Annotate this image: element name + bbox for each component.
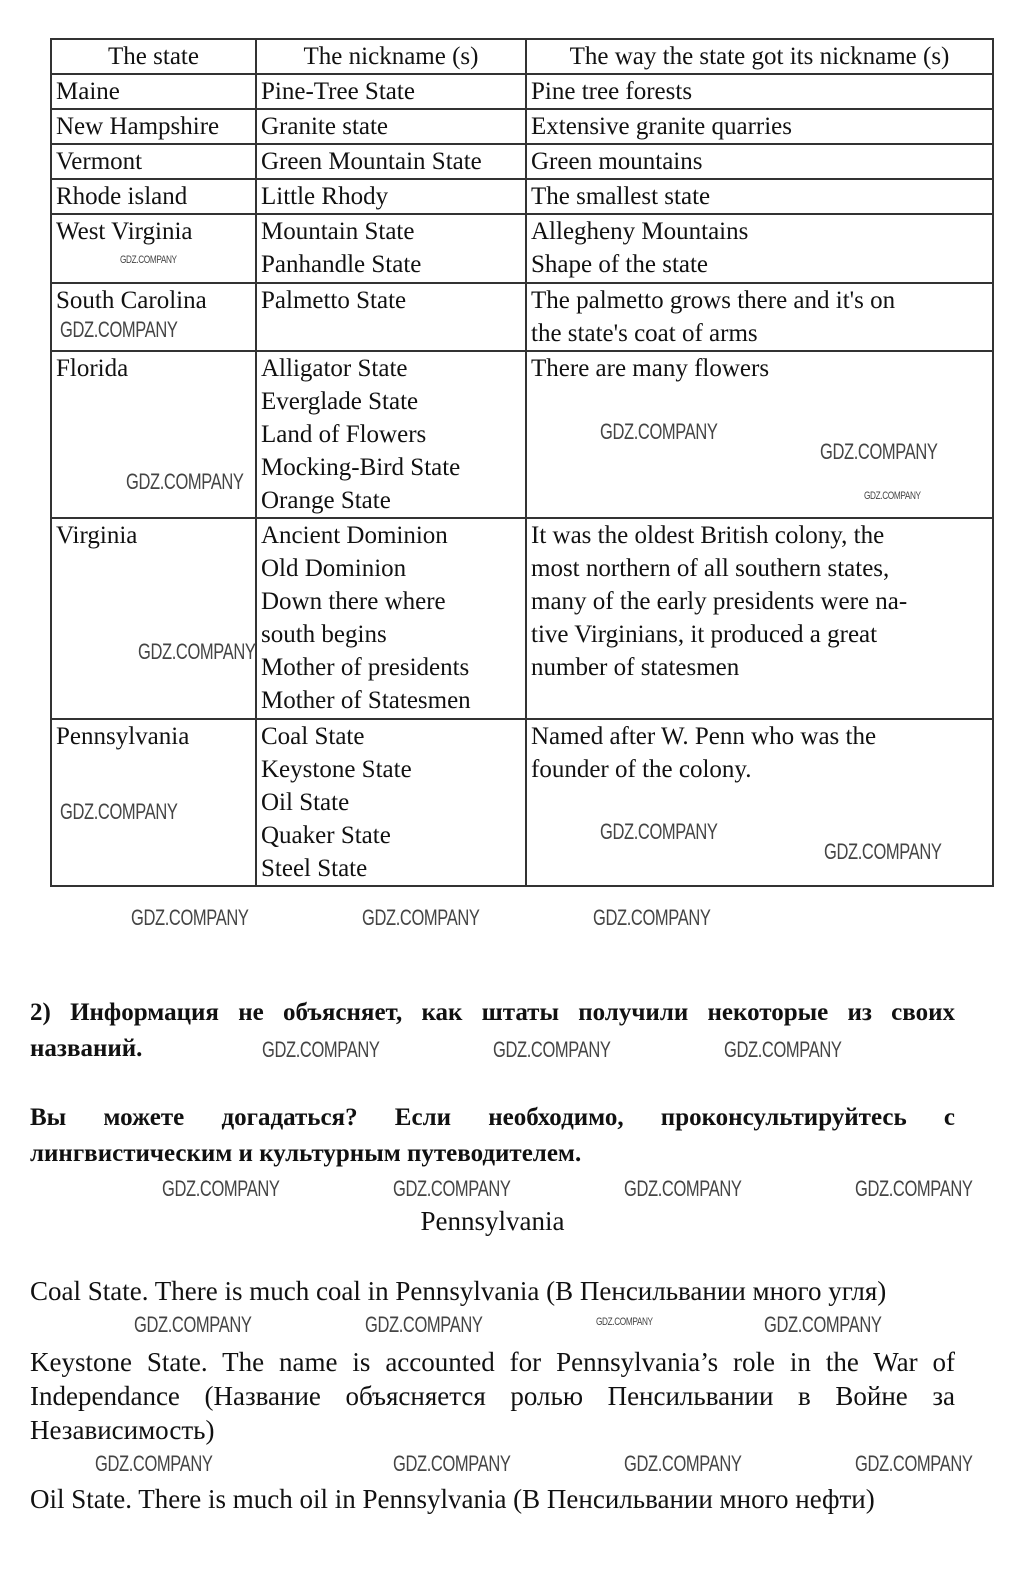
answer-keystone: Keystone State. The name is accounted for Pennsylvania’s role in the War of Independance (Название объясняется ролью Пенсильвании в Войне за Независимость) <box>30 1347 955 1445</box>
nickname: Mountain State <box>261 218 415 245</box>
reason-line: There are many flowers <box>531 355 770 382</box>
nickname-cell <box>256 719 526 886</box>
state-name: West Virginia <box>56 218 193 245</box>
reason-line: The palmetto grows there and it's on <box>531 287 896 314</box>
state-name: Pennsylvania <box>56 723 190 750</box>
nickname: Mother of presidents <box>261 654 470 681</box>
nickname-cell <box>256 74 526 109</box>
watermark: GDZ.COMPANY <box>624 1176 742 1201</box>
reason-cell <box>526 74 993 109</box>
table-row <box>51 144 993 179</box>
reason-line: Named after W. Penn who was the <box>531 723 877 750</box>
watermark: GDZ.COMPANY <box>855 1176 973 1201</box>
state-name: Rhode island <box>56 183 188 210</box>
nickname-cell <box>256 144 526 179</box>
reason-cell <box>526 351 993 518</box>
nickname: Panhandle State <box>261 251 422 278</box>
nickname: Steel State <box>261 855 368 882</box>
reason-cell <box>526 144 993 179</box>
nickname: Ancient Dominion <box>261 522 448 549</box>
reason-cell <box>526 283 993 351</box>
nickname: Orange State <box>261 487 391 514</box>
nickname-cell <box>256 283 526 351</box>
watermark: GDZ.COMPANY <box>724 1037 842 1062</box>
state-cell <box>51 74 256 109</box>
reason-line: Pine tree forests <box>531 78 693 105</box>
table-row <box>51 283 993 351</box>
nickname: Keystone State <box>261 756 412 783</box>
answer-heading: Pennsylvania <box>420 1206 565 1236</box>
watermark: GDZ.COMPANY <box>131 905 249 930</box>
header-state: The state <box>51 39 256 74</box>
reason-line: Shape of the state <box>531 251 709 278</box>
nickname: Mocking-Bird State <box>261 454 461 481</box>
reason-cell <box>526 214 993 283</box>
table-row <box>51 214 993 283</box>
nickname-cell <box>256 351 526 518</box>
nickname: Pine-Tree State <box>261 78 415 105</box>
watermark: GDZ.COMPANY <box>365 1312 483 1337</box>
nickname-cell <box>256 109 526 144</box>
state-cell <box>51 109 256 144</box>
nickname: Granite state <box>261 113 389 140</box>
reason-line: tive Virginians, it produced a great <box>531 621 878 648</box>
watermark: GDZ.COMPANY <box>120 254 177 266</box>
watermark: GDZ.COMPANY <box>162 1176 280 1201</box>
watermark: GDZ.COMPANY <box>600 419 718 444</box>
state-name: Vermont <box>56 148 143 175</box>
reason-cell <box>526 518 993 719</box>
nickname-cell <box>256 518 526 719</box>
table-row <box>51 179 993 214</box>
task-instruction: Вы можете догадаться? Если необходимо, проконсультируйтесь с лингвистическим и культурным путеводителем. <box>30 1104 955 1167</box>
watermark: GDZ.COMPANY <box>864 490 921 502</box>
table-row <box>51 74 993 109</box>
nickname: Coal State <box>261 723 365 750</box>
watermark: GDZ.COMPANY <box>593 905 711 930</box>
watermark: GDZ.COMPANY <box>824 839 942 864</box>
reason-line: many of the early presidents were na- <box>531 588 908 615</box>
state-name: Florida <box>56 355 129 382</box>
nickname: south begins <box>261 621 387 648</box>
nickname-cell <box>256 179 526 214</box>
nickname: Mother of Statesmen <box>261 687 471 714</box>
nickname: Old Dominion <box>261 555 407 582</box>
nickname: Palmetto State <box>261 287 407 314</box>
watermark: GDZ.COMPANY <box>820 439 938 464</box>
reason-cell <box>526 109 993 144</box>
watermark: GDZ.COMPANY <box>600 819 718 844</box>
watermark: GDZ.COMPANY <box>60 317 178 342</box>
reason-line: Green mountains <box>531 148 703 175</box>
watermark: GDZ.COMPANY <box>493 1037 611 1062</box>
reason-line: founder of the colony. <box>531 756 752 783</box>
reason-line: Extensive granite quarries <box>531 113 793 140</box>
nickname: Quaker State <box>261 822 391 849</box>
watermark: GDZ.COMPANY <box>126 469 244 494</box>
reason-line: number of statesmen <box>531 654 740 681</box>
reason-line: The smallest state <box>531 183 711 210</box>
header-way: The way the state got its nickname (s) <box>526 39 993 74</box>
watermark: GDZ.COMPANY <box>138 639 256 664</box>
nickname: Everglade State <box>261 388 419 415</box>
reason-line: It was the oldest British colony, the <box>531 522 885 549</box>
watermark: GDZ.COMPANY <box>855 1451 973 1476</box>
header-nickname: The nickname (s) <box>256 39 526 74</box>
nickname: Oil State <box>261 789 350 816</box>
state-name: New Hampshire <box>56 113 220 140</box>
watermark: GDZ.COMPANY <box>134 1312 252 1337</box>
nickname-cell <box>256 214 526 283</box>
table-row <box>51 518 993 719</box>
answer-oil: Oil State. There is much oil in Pennsylvania (В Пенсильвании много нефти) <box>30 1484 875 1514</box>
watermark: GDZ.COMPANY <box>624 1451 742 1476</box>
answer-coal: Coal State. There is much coal in Pennsylvania (В Пенсильвании много угля) <box>30 1276 887 1306</box>
watermark: GDZ.COMPANY <box>393 1176 511 1201</box>
watermark: GDZ.COMPANY <box>764 1312 882 1337</box>
nickname: Alligator State <box>261 355 408 382</box>
nickname: Land of Flowers <box>261 421 427 448</box>
table-row <box>51 109 993 144</box>
watermark: GDZ.COMPANY <box>60 799 178 824</box>
reason-line: Allegheny Mountains <box>531 218 749 245</box>
state-cell <box>51 518 256 719</box>
nickname: Down there where <box>261 588 446 615</box>
state-name: Maine <box>56 78 120 105</box>
task-question: 2) Информация не объясняет, как штаты получили некоторые из своих названий. <box>30 999 955 1062</box>
state-cell <box>51 144 256 179</box>
reason-line: most northern of all southern states, <box>531 555 890 582</box>
watermark: GDZ.COMPANY <box>362 905 480 930</box>
reason-cell <box>526 179 993 214</box>
watermark: GDZ.COMPANY <box>95 1451 213 1476</box>
state-cell <box>51 179 256 214</box>
state-name: South Carolina <box>56 287 207 314</box>
state-name: Virginia <box>56 522 138 549</box>
reason-line: the state's coat of arms <box>531 320 758 347</box>
watermark: GDZ.COMPANY <box>262 1037 380 1062</box>
state-cell <box>51 214 256 283</box>
nickname: Green Mountain State <box>261 148 482 175</box>
watermark: GDZ.COMPANY <box>596 1316 653 1328</box>
watermark: GDZ.COMPANY <box>393 1451 511 1476</box>
nickname: Little Rhody <box>261 183 389 210</box>
